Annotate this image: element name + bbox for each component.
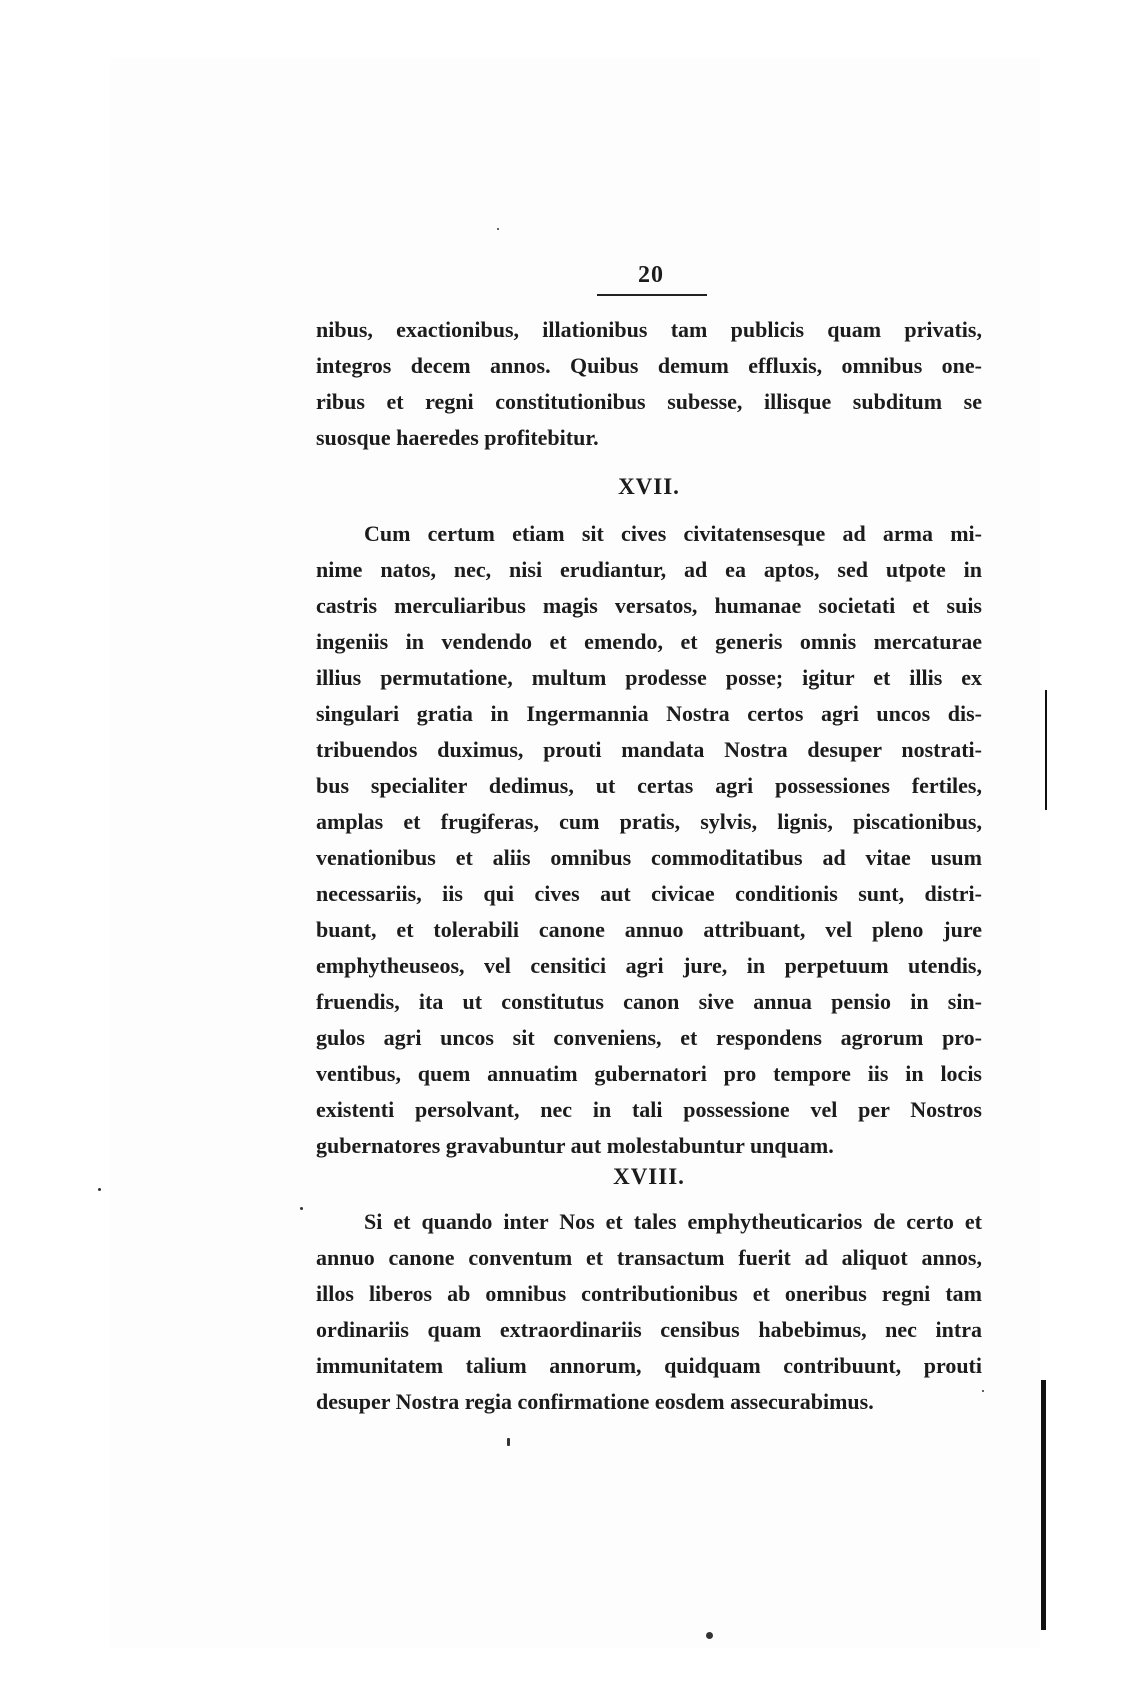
text-line: immunitatem talium annorum, quidquam contribuunt, prouti xyxy=(316,1353,982,1378)
section-heading-xvii: XVII. xyxy=(618,474,680,499)
text-line: annuo canone conventum et transactum fuerit ad aliquot annos, xyxy=(316,1245,982,1270)
text-line: Cum certum etiam sit cives civitatensesque ad arma mi- xyxy=(364,521,982,546)
text-line: venationibus et aliis omnibus commoditatibus ad vitae usum xyxy=(316,845,982,870)
scan-edge-mark xyxy=(1041,1380,1046,1630)
text-line: gulos agri uncos sit conveniens, et respondens agrorum pro- xyxy=(316,1025,982,1050)
text-line: bus specialiter dedimus, ut certas agri possessiones fertiles, xyxy=(316,773,982,798)
scan-edge-mark xyxy=(1045,690,1047,810)
header-rule xyxy=(597,294,707,296)
section-xviii-paragraph xyxy=(316,1204,982,1420)
text-line: ordinariis quam extraordinariis censibus habebimus, nec intra xyxy=(316,1317,982,1342)
scan-speck xyxy=(497,228,499,230)
text-line: necessariis, iis qui cives aut civicae conditionis sunt, distri- xyxy=(316,881,982,906)
text-line: ribus et regni constitutionibus subesse, illisque subditum se xyxy=(316,389,982,414)
text-line: buant, et tolerabili canone annuo attribuant, vel pleno jure xyxy=(316,917,982,942)
text-line: illius permutatione, multum prodesse posse; igitur et illis ex xyxy=(316,665,982,690)
text-line: amplas et frugiferas, cum pratis, sylvis, lignis, piscationibus, xyxy=(316,809,982,834)
text-line: illos liberos ab omnibus contributionibus et oneribus regni tam xyxy=(316,1281,982,1306)
scan-speck xyxy=(706,1632,713,1639)
text-line: ingeniis in vendendo et emendo, et generis omnis mercaturae xyxy=(316,629,982,654)
scan-speck xyxy=(982,1390,984,1392)
page-number: 20 xyxy=(638,262,664,288)
scan-speck xyxy=(300,1207,303,1210)
text-line: singulari gratia in Ingermannia Nostra certos agri uncos dis- xyxy=(316,701,982,726)
text-line: suosque haeredes profitebitur. xyxy=(316,425,599,450)
scan-speck xyxy=(98,1188,101,1191)
text-line: nibus, exactionibus, illationibus tam publicis quam privatis, xyxy=(316,317,982,342)
section-xvii-paragraph xyxy=(316,516,982,1164)
text-line: existenti persolvant, nec in tali possessione vel per Nostros xyxy=(316,1097,982,1122)
text-line: ventibus, quem annuatim gubernatori pro tempore iis in locis xyxy=(316,1061,982,1086)
text-line: fruendis, ita ut constitutus canon sive annua pensio in sin- xyxy=(316,989,982,1014)
text-line: gubernatores gravabuntur aut molestabuntur unquam. xyxy=(316,1133,834,1158)
text-line: tribuendos duximus, prouti mandata Nostra desuper nostrati- xyxy=(316,737,982,762)
intro-paragraph xyxy=(316,312,982,456)
text-line: Si et quando inter Nos et tales emphytheuticarios de certo et xyxy=(364,1209,982,1234)
text-line: emphytheuseos, vel censitici agri jure, in perpetuum utendis, xyxy=(316,953,982,978)
text-line: integros decem annos. Quibus demum effluxis, omnibus one- xyxy=(316,353,982,378)
text-line: castris merculiaribus magis versatos, humanae societati et suis xyxy=(316,593,982,618)
text-line: desuper Nostra regia confirmatione eosdem assecurabimus. xyxy=(316,1389,874,1414)
text-line: nime natos, nec, nisi erudiantur, ad ea aptos, sed utpote in xyxy=(316,557,982,582)
scan-speck xyxy=(507,1438,510,1446)
section-heading-xviii: XVIII. xyxy=(613,1164,685,1189)
